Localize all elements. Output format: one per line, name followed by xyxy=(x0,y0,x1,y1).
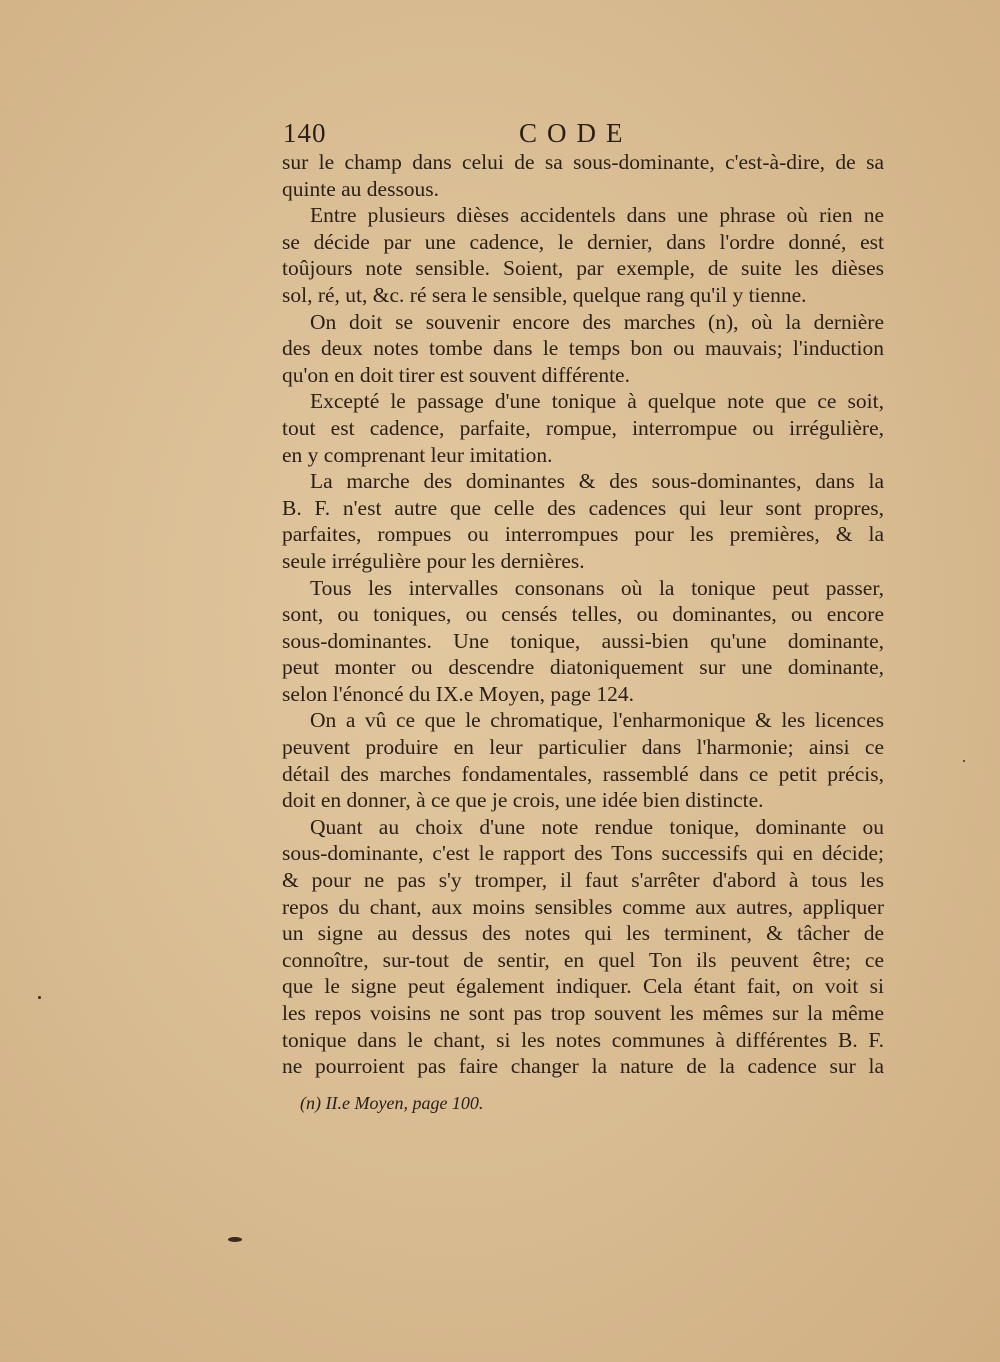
text-line: repos du chant, aux moins sensibles comme aux autres, appliquer xyxy=(282,894,884,919)
ink-speck xyxy=(963,760,965,762)
text-line: qu'on en doit tirer est souvent différente. xyxy=(282,362,630,387)
text-line: les repos voisins ne sont pas trop souvent les mêmes sur la même xyxy=(282,1001,884,1025)
page-header xyxy=(283,118,883,152)
text-line: sous-dominantes. Une tonique, aussi-bien qu'une dominante, xyxy=(282,628,884,653)
text-line: Entre plusieurs dièses accidentels dans une phrase où rien ne xyxy=(310,203,884,228)
text-line: doit en donner, à ce que je crois, une idée bien distincte. xyxy=(282,788,764,813)
text-line: On a vû ce que le chromatique, l'enharmonique & les licences xyxy=(310,708,884,733)
text-line: & pour ne pas s'y tromper, il faut s'arrêter d'abord à tous les xyxy=(282,868,884,893)
text-line: quinte au dessous. xyxy=(282,176,440,201)
text-line: des deux notes tombe dans le temps bon ou mauvais; l'induction xyxy=(282,336,884,361)
ink-speck xyxy=(38,996,41,999)
text-line: sous-dominante, c'est le rapport des Tons successifs qui en décide; xyxy=(282,841,884,866)
text-line: toûjours note sensible. Soient, par exemple, de suite les dièses xyxy=(282,256,884,281)
text-line: Quant au choix d'une note rendue tonique, dominante ou xyxy=(310,814,884,839)
text-line: tonique dans le chant, si les notes communes à différentes B. F. xyxy=(282,1027,884,1052)
text-line: sont, ou toniques, ou censés telles, ou dominantes, ou encore xyxy=(282,602,884,627)
text-line: détail des marches fondamentales, rassemblé dans ce petit précis, xyxy=(282,761,884,786)
text-line: On doit se souvenir encore des marches (n), où la dernière xyxy=(310,309,884,334)
text-line: peuvent produire en leur particulier dans l'harmonie; ainsi ce xyxy=(282,735,884,760)
text-line: un signe au dessus des notes qui les terminent, & tâcher de xyxy=(282,921,884,946)
running-title: CODE xyxy=(519,118,633,148)
text-line: connoître, sur-tout de sentir, en quel Ton ils peuvent être; ce xyxy=(282,947,884,972)
text-line: parfaites, rompues ou interrompues pour les premières, & la xyxy=(282,522,884,547)
text-line: Excepté le passage d'une tonique à quelque note que ce soit, xyxy=(310,389,884,414)
footnote: (n) II.e Moyen, page 100. xyxy=(300,1093,484,1113)
ink-speck xyxy=(228,1237,242,1242)
text-line: que le signe peut également indiquer. Cela étant fait, on voit si xyxy=(282,974,884,999)
text-line: ne pourroient pas faire changer la nature de la cadence sur la xyxy=(282,1054,884,1079)
text-line: sur le champ dans celui de sa sous-dominante, c'est-à-dire, de sa xyxy=(282,150,884,174)
text-line: B. F. n'est autre que celle des cadences qui leur sont propres, xyxy=(282,495,884,520)
text-line: seule irrégulière pour les dernières. xyxy=(282,548,585,573)
text-line: en y comprenant leur imitation. xyxy=(282,442,553,467)
body-text xyxy=(282,149,884,1080)
text-line: peut monter ou descendre diatoniquement sur une dominante, xyxy=(282,655,884,680)
page-number: 140 xyxy=(283,118,327,148)
text-line: Tous les intervalles consonans où la tonique peut passer, xyxy=(310,575,884,600)
text-line: tout est cadence, parfaite, rompue, interrompue ou irrégulière, xyxy=(282,415,884,440)
text-line: selon l'énoncé du IX.e Moyen, page 124. xyxy=(282,681,634,706)
text-line: se décide par une cadence, le dernier, dans l'ordre donné, est xyxy=(282,229,884,254)
text-line: La marche des dominantes & des sous-dominantes, dans la xyxy=(310,469,884,494)
text-line: sol, ré, ut, &c. ré sera le sensible, quelque rang qu'il y tienne. xyxy=(282,282,807,307)
